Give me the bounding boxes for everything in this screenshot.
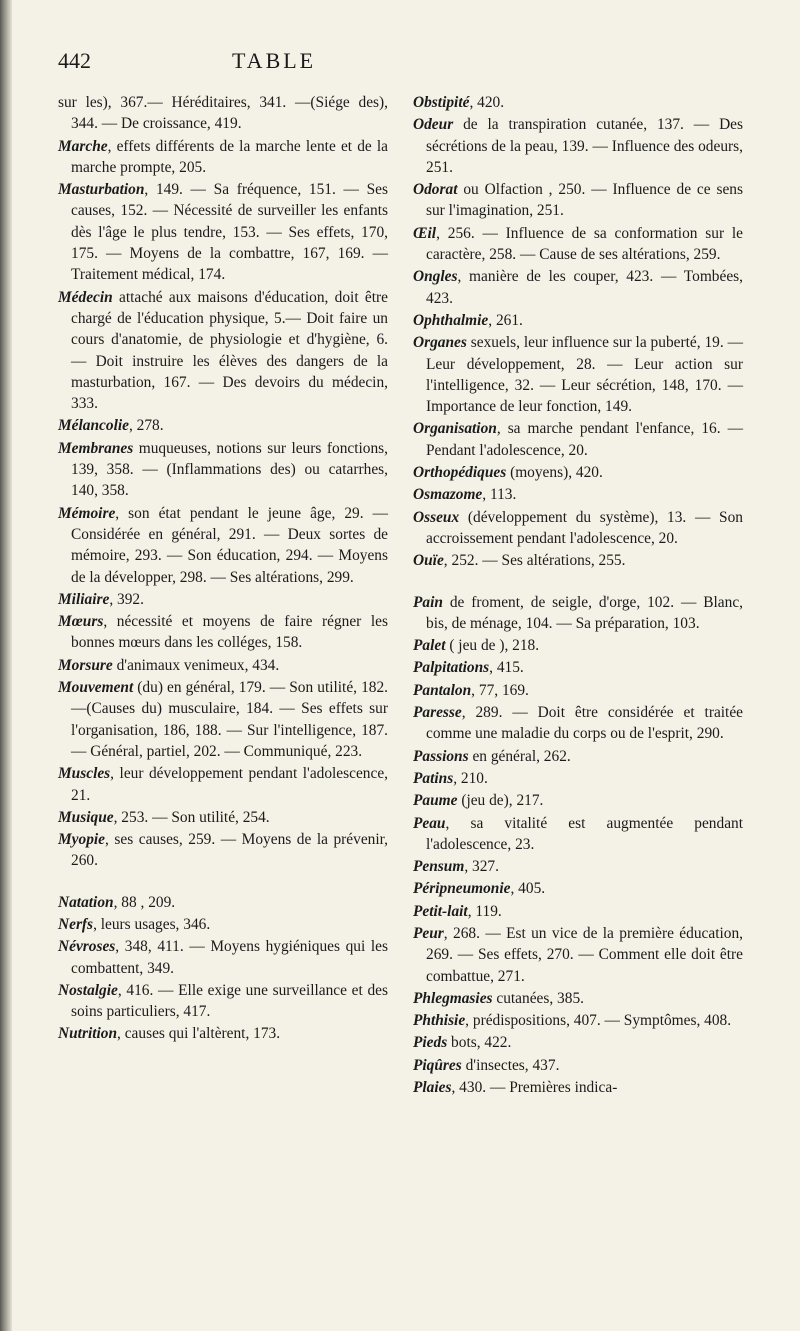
index-term: Osseux (413, 508, 460, 526)
index-term: Natation (58, 893, 114, 911)
index-references: , 256. — Influence de sa conformation sur le caractère, 258. — Cause de ses altérations, 259. (426, 224, 743, 264)
index-term: Pain (413, 593, 443, 611)
index-term: Piqûres (413, 1056, 462, 1074)
index-references: , causes qui l'altèrent, 173. (117, 1025, 281, 1043)
index-entry (58, 980, 388, 1023)
index-term: Œil (413, 224, 437, 242)
index-entry (58, 92, 388, 135)
index-entry (413, 462, 743, 483)
index-references: , leurs usages, 346. (93, 915, 211, 933)
index-entry (58, 287, 388, 415)
index-references: (moyens), 420. (506, 464, 603, 482)
index-entry (413, 813, 743, 856)
index-references: de la transpiration cutanée, 137. — Des sécrétions de la peau, 139. — Influence des odeurs, 251. (426, 116, 743, 176)
index-term: Mélancolie (58, 417, 129, 435)
index-references: (du) en général, 179. — Son utilité, 182.—(Causes du) musculaire, 184. — Ses effets sur l'organisation, 186, 188. — Sur l'intelligence, 187. — Général, partiel, 202. — Communiqué, 223. (71, 679, 388, 760)
index-references: , nécessité et moyens de faire régner les bonnes mœurs dans les colléges, 158. (71, 613, 388, 652)
index-term: Pieds (413, 1034, 448, 1052)
index-entry (413, 310, 743, 331)
index-term: Mœurs (58, 613, 104, 631)
index-term: Pantalon (413, 681, 472, 699)
index-term: Orthopédiques (413, 464, 507, 482)
index-entry (413, 266, 743, 309)
index-references: attaché aux maisons d'éducation, doit être chargé de l'éducation physique, 5.— Doit faire un cours d'anatomie, de physiologie et d'hygiène, 6. — Doit instruire les élèves des dangers de la masturbation, 167. — Des devoirs du médecin, 333. (71, 288, 388, 413)
index-term: Muscles (58, 765, 111, 783)
index-entry (413, 1077, 743, 1098)
index-entry (413, 1032, 743, 1053)
running-title: TABLE (232, 48, 317, 73)
index-term: Phlegmasies (413, 989, 493, 1007)
index-references: , son état pendant le jeune âge, 29. — Considérée en général, 291. — Deux sortes de mémoire, 293. — Son éducation, 294. — Moyens de la développer, 298. — Ses altérations, 299. (71, 504, 388, 586)
index-references: , 77, 169. (471, 681, 529, 699)
index-entry (413, 702, 743, 745)
index-term: Médecin (58, 288, 113, 306)
index-term: Mouvement (58, 679, 134, 697)
index-references: , manière de les couper, 423. — Tombées, 423. (426, 268, 743, 307)
index-entry (413, 790, 743, 811)
index-references: muqueuses, notions sur leurs fonctions, 139, 358. — (Inflammations des) ou catarrhes, 140, 358. (71, 439, 388, 500)
index-references: ou Olfaction , 250. — Influence de ce sens sur l'imagination, 251. (426, 181, 743, 220)
index-entry (58, 829, 388, 872)
index-entry (413, 1010, 743, 1031)
index-entry (413, 878, 743, 899)
index-term: Peau (413, 814, 446, 832)
index-references: , 420. (469, 94, 505, 111)
index-entry (413, 657, 743, 678)
index-references: , effets différents de la marche lente et de la marche prompte, 205. (71, 137, 388, 176)
index-term: Mémoire (58, 504, 116, 522)
index-term: Ongles (413, 268, 458, 286)
index-entry (413, 923, 743, 987)
index-references: , 261. (488, 311, 523, 329)
index-term: Petit-lait (413, 902, 468, 920)
index-term: Organisation (413, 420, 497, 438)
index-references: , 405. (510, 880, 546, 898)
index-term: Morsure (58, 656, 113, 674)
index-entry (58, 1023, 388, 1044)
index-entry (58, 763, 388, 806)
index-column-right (413, 92, 743, 1099)
index-references: , 327. (464, 858, 499, 876)
index-references: , 268. — Est un vice de la première éducation, 269. — Ses effets, 270. — Comment elle doit être combattue, 271. (426, 924, 743, 985)
index-references: , 252. — Ses altérations, 255. (443, 552, 626, 570)
index-references: , prédispositions, 407. — Symptômes, 408. (465, 1012, 732, 1030)
index-term: Phthisie (413, 1012, 466, 1030)
index-term: Musique (58, 808, 114, 826)
index-term: Membranes (58, 439, 134, 457)
index-references: , 415. (489, 659, 524, 677)
index-entry (413, 550, 743, 571)
index-term: Odeur (413, 116, 454, 134)
index-entry (58, 892, 388, 913)
index-entry (58, 914, 388, 935)
index-entry (413, 92, 743, 113)
page-number: 442 (58, 48, 91, 73)
index-entry (413, 746, 743, 767)
index-references: , 149. — Sa fréquence, 151. — Ses causes, 152. — Nécessité de surveiller les enfants dès l'âge le plus tendre, 153. — Ses effets, 170, 175. — Moyens de la combattre, 167, 169. — Traitement médical, 174. (71, 181, 388, 284)
index-references: , ses causes, 259. — Moyens de la prévenir, 260. (71, 831, 388, 870)
index-entry (413, 592, 743, 635)
index-references: , 289. — Doit être considérée et traitée comme une maladie du corps ou de l'esprit, 290. (426, 704, 743, 743)
page-header (0, 48, 800, 78)
index-references: , 253. — Son utilité, 254. (113, 808, 270, 826)
index-term: Organes (413, 334, 467, 352)
index-entry (413, 635, 743, 656)
index-term: Palet (413, 637, 446, 655)
index-references: , 416. — Elle exige une surveillance et des soins particuliers, 417. (71, 981, 388, 1021)
index-entry (413, 901, 743, 922)
index-term: Obstipité (413, 94, 470, 111)
index-references: , 348, 411. — Moyens hygiéniques qui les combattent, 349. (71, 938, 388, 977)
index-references: (jeu de), 217. (457, 792, 544, 810)
index-term: Paume (413, 792, 458, 810)
index-term: Paresse (413, 704, 462, 722)
index-references: (développement du système), 13. — Son accroissement pendant l'adolescence, 20. (426, 508, 743, 547)
index-entry (58, 655, 388, 676)
index-term: Névroses (58, 938, 116, 956)
index-term: Masturbation (58, 181, 145, 199)
index-references: , 113. (482, 486, 517, 504)
index-entry (58, 415, 388, 436)
index-references: en général, 262. (468, 747, 571, 765)
index-term: Myopie (58, 831, 106, 849)
index-references: bots, 422. (447, 1034, 512, 1052)
index-entry (58, 503, 388, 588)
index-entry (58, 936, 388, 979)
index-term: Miliaire (58, 590, 110, 608)
index-column-left (58, 92, 388, 1046)
index-references: , 210. (453, 769, 488, 787)
index-term: Marche (58, 137, 108, 155)
index-references: sexuels, leur influence sur la puberté, 19. — Leur développement, 28. — Leur action sur l'intelligence, 32. — Leur sécrétion, 148, 170. — Importance de leur fonction, 149. (426, 334, 743, 416)
index-references: , 430. — Premières indica- (451, 1079, 618, 1097)
index-term: Osmazome (413, 486, 483, 504)
index-entry (413, 223, 743, 266)
index-references: , 88 , 209. (113, 893, 176, 911)
index-references: , leur développement pendant l'adolescence, 21. (71, 765, 388, 804)
index-entry (413, 418, 743, 461)
index-entry (413, 507, 743, 550)
page-edge-shadow (0, 0, 12, 1331)
index-references: , sa marche pendant l'enfance, 16. — Pendant l'adolescence, 20. (426, 420, 743, 459)
index-references: d'animaux venimeux, 434. (112, 656, 280, 674)
index-term: Peur (413, 924, 444, 942)
index-entry (413, 680, 743, 701)
index-references: , 278. (128, 417, 164, 435)
index-references: d'insectes, 437. (461, 1056, 560, 1074)
index-references: , 119. (467, 902, 502, 920)
index-references: ( jeu de ), 218. (445, 637, 540, 655)
index-term: Passions (413, 747, 469, 765)
index-entry (413, 179, 743, 222)
index-entry (413, 988, 743, 1009)
index-entry (58, 438, 388, 502)
index-references: sur les), 367.— Héréditaires, 341. —(Siége des), 344. — De croissance, 419. (58, 94, 388, 133)
index-term: Péripneumonie (413, 880, 511, 898)
index-entry (58, 589, 388, 610)
index-term: Nutrition (58, 1025, 118, 1043)
index-term: Patins (413, 769, 454, 787)
index-entry (58, 179, 388, 285)
index-entry (58, 611, 388, 654)
index-term: Odorat (413, 181, 458, 199)
index-references: de froment, de seigle, d'orge, 102. — Blanc, bis, de ménage, 104. — Sa préparation, 103. (426, 593, 743, 632)
index-term: Palpitations (413, 659, 490, 677)
index-term: Ouïe (413, 552, 444, 570)
index-term: Pensum (413, 858, 465, 876)
index-entry (413, 856, 743, 877)
index-term: Plaies (413, 1079, 452, 1097)
index-entry (413, 768, 743, 789)
index-term: Nerfs (58, 915, 94, 933)
index-entry (413, 484, 743, 505)
index-term: Ophthalmie (413, 311, 489, 329)
index-references: , sa vitalité est augmentée pendant l'adolescence, 23. (426, 814, 743, 853)
index-references: , 392. (109, 590, 144, 608)
index-references: cutanées, 385. (492, 989, 584, 1007)
index-entry (413, 332, 743, 417)
index-entry (58, 136, 388, 179)
index-entry (413, 1055, 743, 1076)
index-entry (58, 807, 388, 828)
index-entry (58, 677, 388, 762)
index-entry (413, 114, 743, 178)
index-term: Nostalgie (58, 981, 118, 999)
